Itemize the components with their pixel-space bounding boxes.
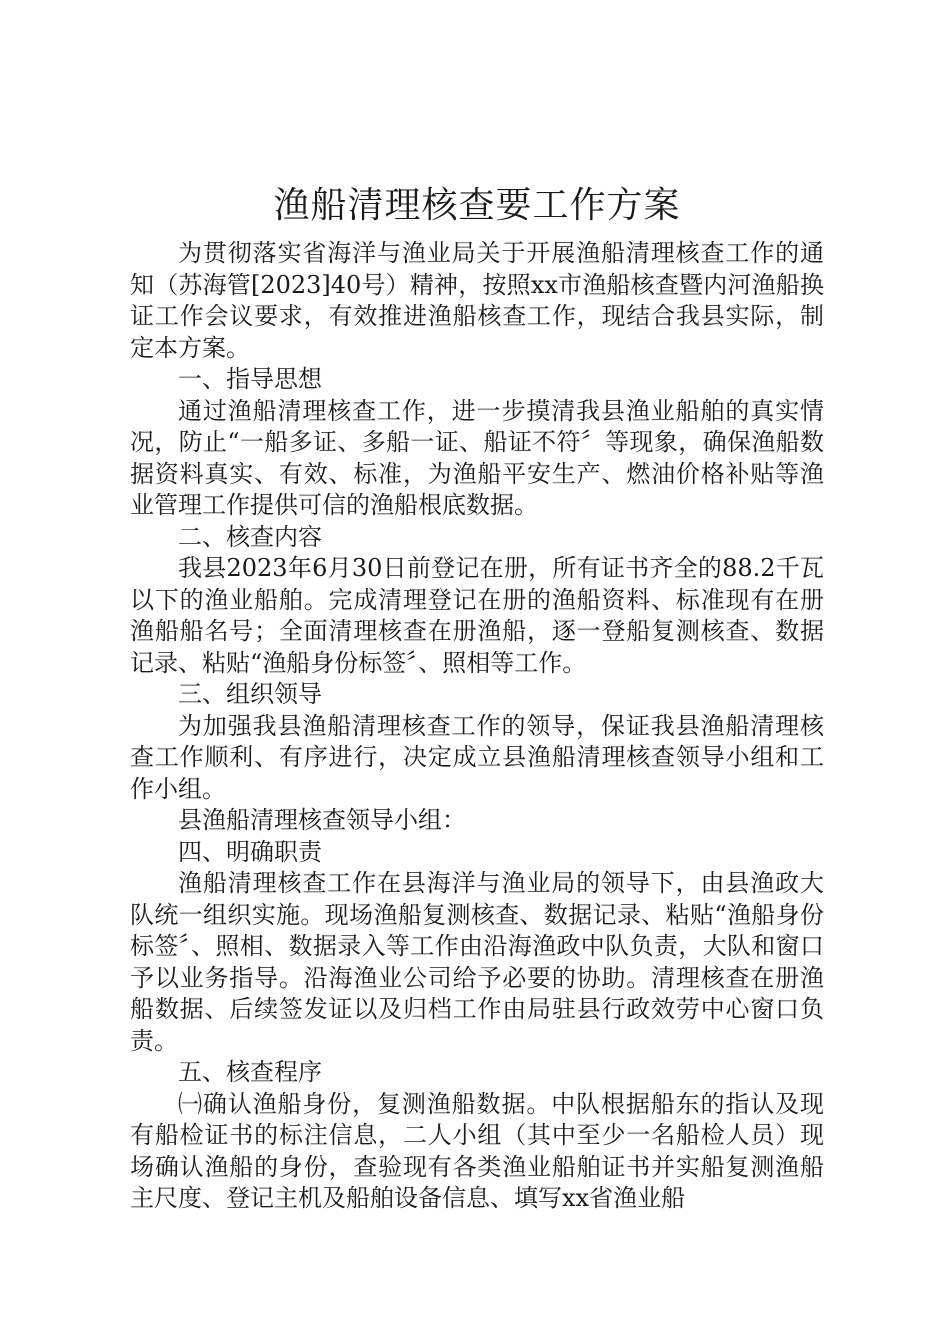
section-heading-organization: 三、组织领导 (178, 680, 322, 708)
section-heading-guiding-ideology: 一、指导思想 (178, 365, 322, 393)
organization-paragraph: 为加强我县渔船清理核查工作的领导，保证我县渔船清理核查工作顺利、有序进行，决定成立县渔船清理核查领导小组和工作小组。 (130, 711, 824, 803)
intro-paragraph: 为贯彻落实省海洋与渔业局关于开展渔船清理核查工作的通知（苏海管[2023]40号）精神，按照xx市渔船核查暨内河渔船换证工作会议要求，有效推进渔船核查工作，现结合我县实际，制定本方案。 (130, 239, 824, 362)
procedure-paragraph: ㈠确认渔船身份，复测渔船数据。中队根据船东的指认及现有船检证书的标注信息，二人小组（其中至少一名船检人员）现场确认渔船的身份，查验现有各类渔业船舶证书并实船复测渔船主尺度、登记主机及船舶设备信息、填写xx省渔业船 (130, 1089, 824, 1212)
inspection-content-paragraph: 我县2023年6月30日前登记在册，所有证书齐全的88.2千瓦以下的渔业船舶。完成清理登记在册的渔船资料、标准现有在册渔船船名号；全面清理核查在册渔船，逐一登船复测核查、数据记录、粘贴“渔船身份标签〞、照相等工作。 (130, 554, 824, 677)
section-heading-procedure: 五、核查程序 (178, 1058, 322, 1086)
document-title: 渔船清理核查要工作方案 (273, 185, 681, 226)
responsibilities-paragraph: 渔船清理核查工作在县海洋与渔业局的领导下，由县渔政大队统一组织实施。现场渔船复测核查、数据记录、粘贴“渔船身份标签〞、照相、数据录入等工作由沿海渔政中队负责，大队和窗口予以业务指导。沿海渔业公司给予必要的协助。清理核查在册渔船数据、后续签发证以及归档工作由局驻县行政效劳中心窗口负责。 (130, 869, 824, 1055)
leading-group-label: 县渔船清理核查领导小组： (178, 806, 466, 834)
guiding-ideology-paragraph: 通过渔船清理核查工作，进一步摸清我县渔业船舶的真实情况，防止“一船多证、多船一证、船证不符〞等现象，确保渔船数据资料真实、有效、标准，为渔船平安生产、燃油价格补贴等渔业管理工作提供可信的渔船根底数据。 (130, 396, 824, 519)
document-page (130, 178, 824, 1215)
section-heading-inspection-content: 二、核查内容 (178, 522, 322, 551)
section-heading-responsibilities: 四、明确职责 (178, 837, 322, 866)
